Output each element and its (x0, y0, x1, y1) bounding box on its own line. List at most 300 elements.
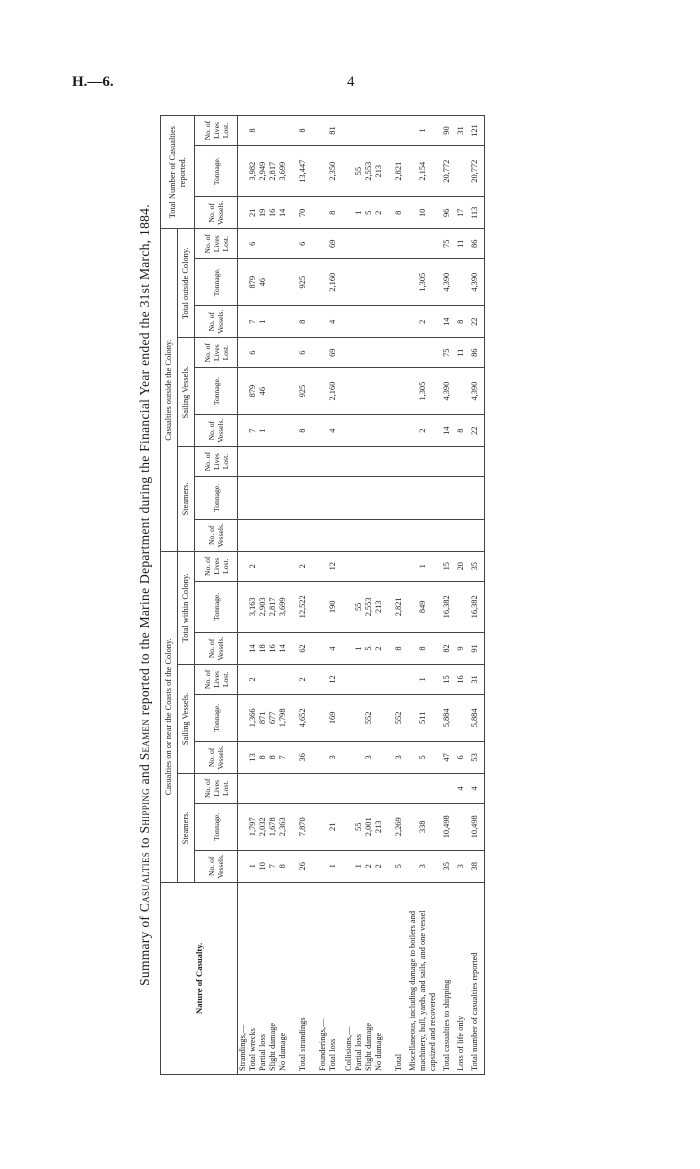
cell-value (374, 664, 384, 694)
cell-value (364, 116, 374, 146)
cell-value: 46 (258, 259, 268, 306)
cell-value (258, 116, 268, 146)
cell-value: 19 (258, 197, 268, 229)
cell-value: 3 (328, 741, 338, 773)
cell-value: 5,884 (466, 694, 485, 741)
cell-value: 16,382 (438, 581, 456, 632)
cell-value: 1,678 (268, 803, 278, 850)
cell-value: 4,390 (466, 259, 485, 306)
cell-value (268, 415, 278, 447)
cell-value: 4 (456, 773, 466, 803)
cell-value: 14 (438, 306, 456, 338)
cell-value: 2,817 (268, 581, 278, 632)
cell-value: 1,366 (248, 694, 258, 741)
cell-value: 21 (248, 197, 258, 229)
cell-value (456, 368, 466, 415)
col-tonnage: Tonnage. (195, 803, 238, 850)
table-row (294, 116, 312, 1075)
cell-value: 849 (408, 581, 438, 632)
cell-value: 2 (374, 850, 384, 882)
cell-value (456, 694, 466, 741)
cell-value: 14 (438, 415, 456, 447)
cell-value (390, 415, 408, 447)
cell-value: 1,305 (408, 259, 438, 306)
cell-value: 70 (294, 197, 312, 229)
cell-value (390, 368, 408, 415)
cell-value: 81 (328, 116, 338, 146)
cell-value: 2,350 (328, 146, 338, 197)
cell-value: 4 (328, 632, 338, 664)
col-vessels: No. of Vessels. (195, 741, 238, 773)
cell-value: 1 (408, 116, 438, 146)
cell-value: 1 (354, 197, 364, 229)
cell-value (390, 664, 408, 694)
cell-value: 22 (466, 306, 485, 338)
cell-value: 871 (258, 694, 268, 741)
cell-value: 552 (390, 694, 408, 741)
cell-value (390, 447, 408, 477)
cell-value (408, 477, 438, 520)
cell-value (466, 519, 485, 551)
cell-value: 4,390 (466, 368, 485, 415)
cell-value: 190 (328, 581, 338, 632)
cell-value (390, 306, 408, 338)
cell-value (258, 551, 268, 581)
table-row (258, 116, 268, 1075)
cell-value: 75 (438, 338, 456, 368)
cell-value (390, 519, 408, 551)
cell-value: 4 (328, 306, 338, 338)
cell-value: 3,699 (278, 146, 288, 197)
cell-value (408, 519, 438, 551)
cell-value: 96 (438, 197, 456, 229)
cell-value: 11 (456, 229, 466, 259)
col-lives: No. of Lives Lost. (195, 229, 238, 259)
col-tonnage: Tonnage. (195, 477, 238, 520)
cell-value (268, 368, 278, 415)
col-lives: No. of Lives Lost. (195, 447, 238, 477)
cell-value: 879 (248, 368, 258, 415)
cell-value: 1,305 (408, 368, 438, 415)
cell-value: 2,001 (364, 803, 374, 850)
cell-value: 3 (364, 741, 374, 773)
cell-value (374, 447, 384, 477)
cell-value: 8 (258, 741, 268, 773)
col-lives: No. of Lives Lost. (195, 116, 238, 146)
cell-value: 2,817 (268, 146, 278, 197)
cell-value: 13,447 (294, 146, 312, 197)
cell-value: 3,699 (278, 581, 288, 632)
cell-value: 2 (374, 197, 384, 229)
cell-value: 18 (258, 632, 268, 664)
cell-value (374, 259, 384, 306)
row-label: No damage (278, 882, 288, 1074)
col-tonnage: Tonnage. (195, 694, 238, 741)
cell-value (390, 116, 408, 146)
cell-value: 7 (278, 741, 288, 773)
within-colony-header: Casualties on or near the Coasts of the Colony. (161, 551, 178, 882)
cell-value: 5 (364, 197, 374, 229)
cell-value (268, 306, 278, 338)
cell-value: 2,363 (278, 803, 288, 850)
col-vessels: No. of Vessels. (195, 415, 238, 447)
table-row (328, 116, 338, 1075)
cell-value (354, 519, 364, 551)
cell-value: 47 (438, 741, 456, 773)
cell-value: 3 (456, 850, 466, 882)
cell-value (438, 477, 456, 520)
cell-value: 2 (248, 664, 258, 694)
cell-value: 8 (328, 197, 338, 229)
table-row (268, 116, 278, 1075)
cell-value: 2,821 (390, 146, 408, 197)
row-label: Slight damage (268, 882, 278, 1074)
cell-value: 6 (294, 229, 312, 259)
cell-value: 213 (374, 803, 384, 850)
nature-header: Nature of Casualty. (161, 882, 238, 1074)
cell-value: 8 (248, 116, 258, 146)
cell-value (268, 519, 278, 551)
cell-value: 169 (328, 694, 338, 741)
cell-value: 1 (328, 850, 338, 882)
row-label: Loss of life only (456, 882, 466, 1074)
cell-value (278, 229, 288, 259)
cell-value: 1 (408, 664, 438, 694)
table-row (456, 116, 466, 1075)
cell-value: 4,390 (438, 259, 456, 306)
cell-value: 16 (268, 632, 278, 664)
cell-value: 8 (390, 197, 408, 229)
cell-value (374, 694, 384, 741)
cell-value: 3,982 (248, 146, 258, 197)
cell-value (328, 447, 338, 477)
cell-value (466, 447, 485, 477)
col-tonnage: Tonnage. (195, 581, 238, 632)
page-title: Summary of Casualties to Shipping and Seamen reported to the Marine Department during the Financial Year ended the 31st March, 1884. (137, 204, 152, 986)
cell-value: 1 (258, 415, 268, 447)
cell-value (456, 803, 466, 850)
cell-value (278, 773, 288, 803)
row-label: Total loss (328, 882, 338, 1074)
cell-value (438, 447, 456, 477)
row-label: Total strandings (294, 882, 312, 1074)
cell-value (390, 229, 408, 259)
cell-value: 12,522 (294, 581, 312, 632)
cell-value: 511 (408, 694, 438, 741)
cell-value (278, 306, 288, 338)
cell-value: 90 (438, 116, 456, 146)
cell-value (364, 259, 374, 306)
cell-value: 8 (278, 850, 288, 882)
cell-value (268, 116, 278, 146)
table-row (466, 116, 485, 1075)
cell-value (390, 773, 408, 803)
cell-value (456, 581, 466, 632)
cell-value: 20,772 (466, 146, 485, 197)
cell-value: 6 (294, 338, 312, 368)
cell-value (374, 368, 384, 415)
cell-value: 7 (248, 415, 258, 447)
cell-value (374, 741, 384, 773)
cell-value (438, 519, 456, 551)
cell-value: 11 (456, 338, 466, 368)
cell-value: 91 (466, 632, 485, 664)
cell-value: 4,652 (294, 694, 312, 741)
cell-value (248, 773, 258, 803)
cell-value (374, 773, 384, 803)
cell-value: 2 (248, 551, 258, 581)
cell-value: 2 (408, 415, 438, 447)
cell-value: 1 (258, 306, 268, 338)
cell-value: 2,553 (364, 581, 374, 632)
cell-value (364, 519, 374, 551)
cell-value: 7 (248, 306, 258, 338)
cell-value: 14 (278, 197, 288, 229)
cell-value: 4 (466, 773, 485, 803)
col-lives: No. of Lives Lost. (195, 338, 238, 368)
cell-value (278, 477, 288, 520)
col-lives: No. of Lives Lost. (195, 773, 238, 803)
cell-value (374, 306, 384, 338)
cell-value (268, 259, 278, 306)
cell-value: 3 (408, 850, 438, 882)
cell-value (390, 551, 408, 581)
table-row (354, 116, 364, 1075)
col-tonnage: Tonnage. (195, 259, 238, 306)
cell-value: 20,772 (438, 146, 456, 197)
cell-value: 82 (438, 632, 456, 664)
cell-value: 3 (390, 741, 408, 773)
cell-value: 16 (456, 664, 466, 694)
casualty-summary-table (160, 115, 485, 1075)
col-vessels: No. of Vessels. (195, 519, 238, 551)
cell-value: 213 (374, 146, 384, 197)
table-row (438, 116, 456, 1075)
cell-value (278, 259, 288, 306)
cell-value: 2,949 (258, 146, 268, 197)
cell-value: 1 (354, 850, 364, 882)
cell-value (354, 368, 364, 415)
row-label: Miscellaneous, including damage to boilers and machinery, hull, yards, and sails, and one vessel capsized and recovered (408, 882, 438, 1074)
cell-value: 35 (466, 551, 485, 581)
cell-value (294, 477, 312, 520)
cell-value: 5,884 (438, 694, 456, 741)
cell-value: 6 (456, 741, 466, 773)
table-row (364, 116, 374, 1075)
cell-value: 21 (328, 803, 338, 850)
cell-value (258, 229, 268, 259)
cell-value: 14 (278, 632, 288, 664)
cell-value: 1,798 (278, 694, 288, 741)
cell-value (268, 447, 278, 477)
cell-value (374, 551, 384, 581)
cell-value (354, 741, 364, 773)
cell-value: 53 (466, 741, 485, 773)
cell-value (294, 447, 312, 477)
cell-value (258, 447, 268, 477)
cell-value: 2,160 (328, 368, 338, 415)
cell-value (438, 773, 456, 803)
col-lives: No. of Lives Lost. (195, 664, 238, 694)
cell-value: 2,160 (328, 259, 338, 306)
col-lives: No. of Lives Lost. (195, 551, 238, 581)
cell-value: 338 (408, 803, 438, 850)
cell-value (364, 338, 374, 368)
cell-value (328, 519, 338, 551)
cell-value (374, 116, 384, 146)
cell-value (408, 773, 438, 803)
section-label: Collisions,— (344, 882, 354, 1074)
cell-value: 17 (456, 197, 466, 229)
cell-value: 1 (408, 551, 438, 581)
cell-value (390, 477, 408, 520)
cell-value: 925 (294, 259, 312, 306)
cell-value (354, 447, 364, 477)
cell-value: 2,154 (408, 146, 438, 197)
cell-value: 2,269 (390, 803, 408, 850)
cell-value: 62 (294, 632, 312, 664)
cell-value: 26 (294, 850, 312, 882)
cell-value (268, 229, 278, 259)
cell-value (258, 664, 268, 694)
cell-value (328, 477, 338, 520)
table-row (390, 116, 408, 1075)
cell-value (258, 773, 268, 803)
cell-value: 7 (268, 850, 278, 882)
cell-value: 552 (364, 694, 374, 741)
sailing-header: Sailing Vessels. (178, 664, 195, 773)
cell-value (268, 477, 278, 520)
page-number: 4 (347, 74, 355, 90)
cell-value (408, 229, 438, 259)
cell-value (374, 229, 384, 259)
table-row (248, 116, 258, 1075)
cell-value (328, 773, 338, 803)
cell-value: 86 (466, 229, 485, 259)
cell-value: 7,870 (294, 803, 312, 850)
cell-value: 20 (456, 551, 466, 581)
cell-value (374, 477, 384, 520)
total-within-header: Total within Colony. (178, 551, 195, 664)
cell-value (354, 477, 364, 520)
cell-value: 925 (294, 368, 312, 415)
col-vessels: No. of Vessels. (195, 197, 238, 229)
cell-value (354, 338, 364, 368)
cell-value: 69 (328, 229, 338, 259)
cell-value (364, 447, 374, 477)
cell-value (408, 447, 438, 477)
cell-value: 2 (374, 632, 384, 664)
cell-value (390, 338, 408, 368)
cell-value: 8 (456, 415, 466, 447)
row-label: Slight damage (364, 882, 374, 1074)
cell-value: 677 (268, 694, 278, 741)
cell-value: 6 (248, 229, 258, 259)
row-label: Partial loss (258, 882, 268, 1074)
cell-value: 14 (248, 632, 258, 664)
cell-value: 5 (390, 850, 408, 882)
total-reported-header: Total Number of Casualties reported. (161, 116, 195, 229)
col-tonnage: Tonnage. (195, 368, 238, 415)
cell-value: 10,498 (466, 803, 485, 850)
cell-value: 38 (466, 850, 485, 882)
table-body (238, 116, 485, 1075)
cell-value: 4 (328, 415, 338, 447)
cell-value (456, 477, 466, 520)
row-label: Total (390, 882, 408, 1074)
cell-value: 86 (466, 338, 485, 368)
cell-value: 31 (456, 116, 466, 146)
cell-value: 1 (248, 850, 258, 882)
cell-value (456, 447, 466, 477)
cell-value: 8 (456, 306, 466, 338)
cell-value: 31 (466, 664, 485, 694)
col-vessels: No. of Vessels. (195, 306, 238, 338)
cell-value (374, 415, 384, 447)
cell-value: 6 (248, 338, 258, 368)
cell-value (408, 338, 438, 368)
cell-value: 10 (408, 197, 438, 229)
cell-value (248, 519, 258, 551)
cell-value (258, 338, 268, 368)
cell-value: 55 (354, 581, 364, 632)
cell-value (278, 338, 288, 368)
cell-value: 36 (294, 741, 312, 773)
cell-value (354, 306, 364, 338)
cell-value: 22 (466, 415, 485, 447)
cell-value (278, 415, 288, 447)
cell-value (268, 338, 278, 368)
cell-value: 3,163 (248, 581, 258, 632)
outside-colony-header: Casualties outside the Colony. (161, 229, 178, 551)
row-label: Total casualties to shipping (438, 882, 456, 1074)
cell-value (248, 477, 258, 520)
cell-value (278, 551, 288, 581)
cell-value (278, 447, 288, 477)
section-label: Founderings,— (318, 882, 328, 1074)
cell-value: 55 (354, 146, 364, 197)
sailing-outside-header: Sailing Vessels. (178, 338, 195, 447)
col-vessels: No. of Vessels. (195, 632, 238, 664)
cell-value: 8 (294, 415, 312, 447)
cell-value: 8 (408, 632, 438, 664)
cell-value (456, 146, 466, 197)
col-vessels: No. of Vessels. (195, 850, 238, 882)
cell-value (294, 773, 312, 803)
cell-value: 69 (328, 338, 338, 368)
cell-value (354, 415, 364, 447)
cell-value: 121 (466, 116, 485, 146)
cell-value (354, 259, 364, 306)
cell-value: 879 (248, 259, 258, 306)
cell-value (354, 773, 364, 803)
cell-value (354, 229, 364, 259)
cell-value: 213 (374, 581, 384, 632)
cell-value: 1 (354, 632, 364, 664)
page-code: H.—6. (72, 74, 114, 90)
cell-value: 16 (268, 197, 278, 229)
cell-value (258, 477, 268, 520)
cell-value (294, 519, 312, 551)
cell-value: 113 (466, 197, 485, 229)
row-label: Total wrecks (248, 882, 258, 1074)
cell-value (258, 519, 268, 551)
cell-value: 12 (328, 551, 338, 581)
cell-value: 35 (438, 850, 456, 882)
steamers-header: Steamers. (178, 773, 195, 882)
steamers-outside-header: Steamers. (178, 447, 195, 552)
cell-value (278, 519, 288, 551)
